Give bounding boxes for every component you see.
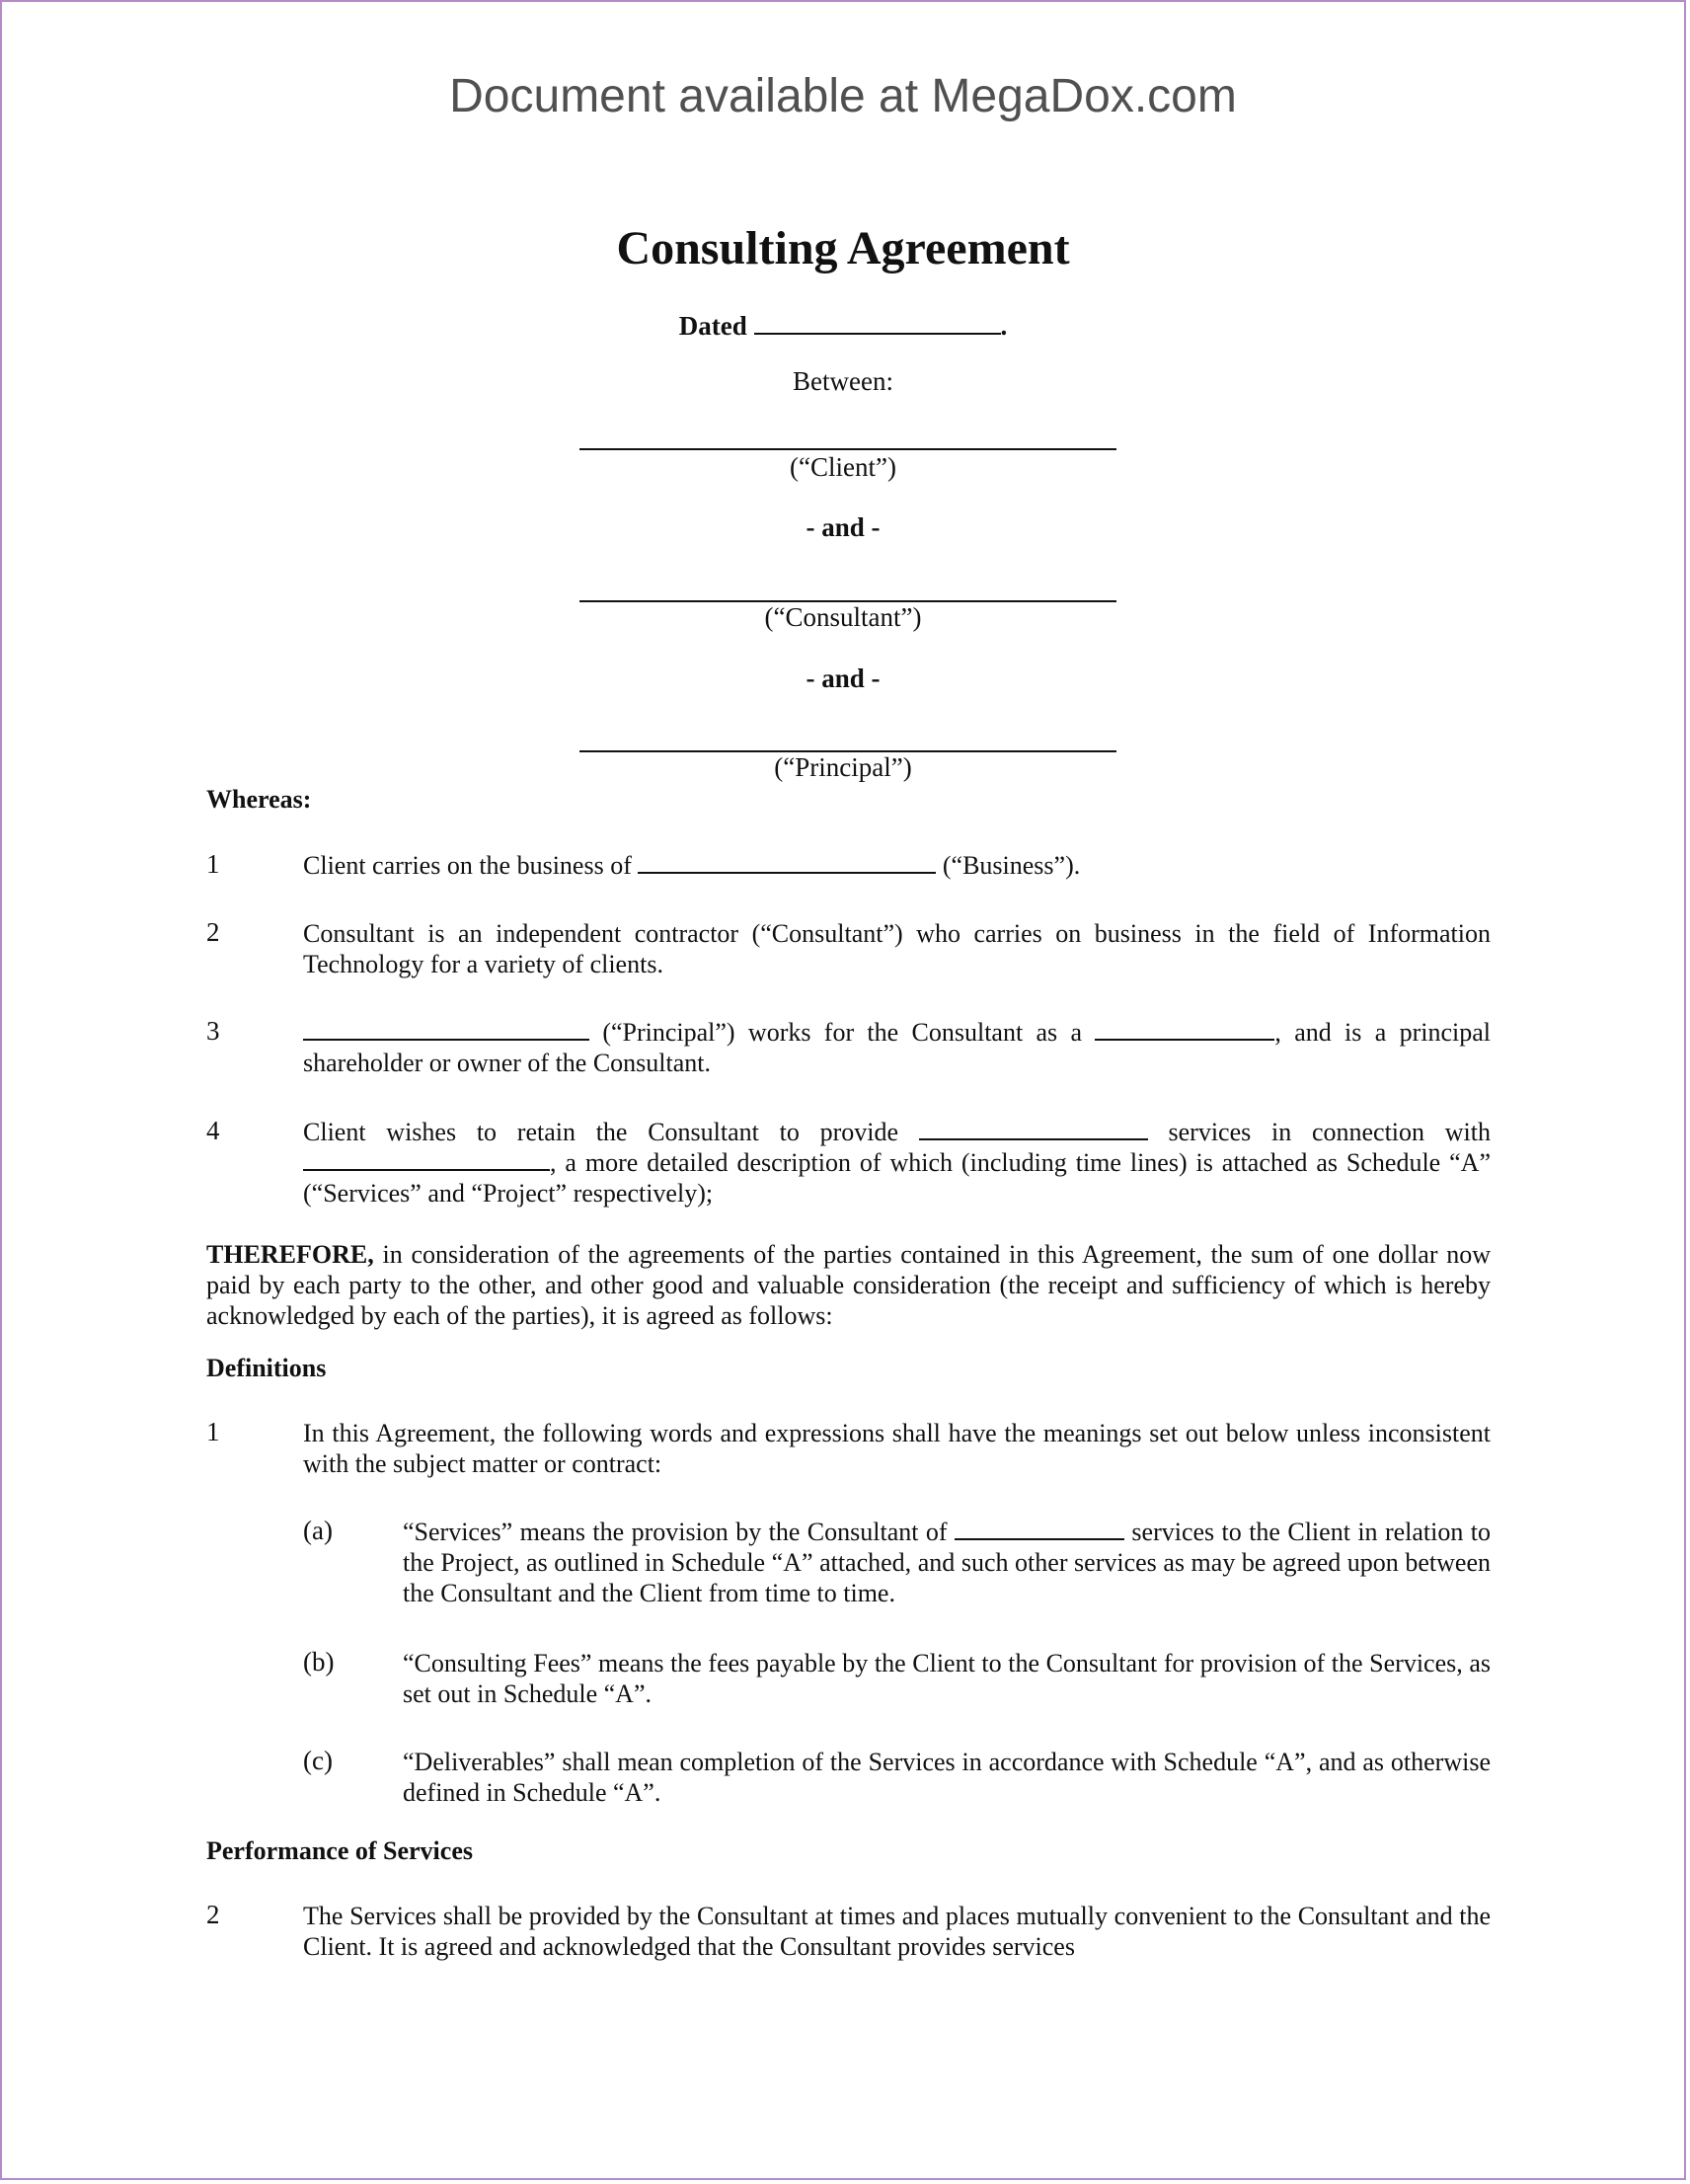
services-blank[interactable] (955, 1519, 1124, 1540)
between-label: Between: (793, 366, 893, 396)
subclause-label: (c) (303, 1746, 333, 1775)
clause-number: 2 (206, 1900, 220, 1929)
recital-number: 3 (206, 1016, 220, 1046)
recital-number: 2 (206, 917, 220, 947)
clause-number: 1 (206, 1417, 220, 1446)
definition-consulting-fees: “Consulting Fees” means the fees payable by the Client to the Consultant for provision of the Services, as set out in Schedule “A”. (403, 1649, 1491, 1708)
definition-services: “Services” means the provision by the Consultant of services to the Client in relation to the Project, as outlined in Schedule “A” attached, and such other services as may be agreed upon between the Consultant and the Client from time to time. (403, 1518, 1492, 1607)
and-separator: - and - (806, 663, 881, 693)
date-blank[interactable] (754, 311, 1001, 335)
client-name-line[interactable] (579, 448, 1116, 450)
consultant-label: (“Consultant”) (764, 602, 922, 632)
principal-blank[interactable] (303, 1019, 589, 1041)
definition-deliverables: “Deliverables” shall mean completion of the Services in accordance with Schedule “A”, and as otherwise defined in Schedule “A”. (403, 1748, 1491, 1807)
services-type-blank[interactable] (919, 1119, 1148, 1140)
subclause-label: (b) (303, 1647, 335, 1677)
definitions-heading: Definitions (206, 1354, 327, 1382)
recital-2: Consultant is an independent contractor (“Consultant”) who carries on business in the field of Information Technology for a variety of clients. (303, 919, 1491, 978)
document-title: Consulting Agreement (616, 222, 1070, 274)
recital-1: Client carries on the business of (“Business”). (303, 851, 1081, 880)
whereas-heading: Whereas: (206, 785, 312, 814)
recital-4: Client wishes to retain the Consultant to provide services in connection with , a more detailed description of which (including time lines) is attached as Schedule “A” (“Services” and “Project” respectively); (303, 1118, 1491, 1208)
performance-clause: The Services shall be provided by the Consultant at times and places mutually convenient to the Consultant and the Client. It is agreed and acknowledged that the Consultant provides services (303, 1902, 1491, 1961)
dated-line: Dated . (678, 311, 1008, 341)
business-blank[interactable] (638, 852, 936, 874)
recital-3: (“Principal”) works for the Consultant as a , and is a principal shareholder or owner of the Consultant. (303, 1018, 1491, 1077)
therefore-clause: THEREFORE, in consideration of the agreements of the parties contained in this Agreement, the sum of one dollar now paid by each party to the other, and other good and valuable consideration (the receipt and sufficiency of which is hereby acknowledged by each of the parties), it is agreed as follows: (206, 1240, 1492, 1330)
recital-number: 1 (206, 849, 220, 879)
principal-label: (“Principal”) (774, 752, 912, 782)
role-blank[interactable] (1095, 1019, 1274, 1041)
performance-heading: Performance of Services (206, 1836, 473, 1865)
and-separator: - and - (806, 512, 881, 542)
recital-number: 4 (206, 1116, 220, 1145)
client-label: (“Client”) (790, 452, 896, 482)
project-blank[interactable] (303, 1149, 550, 1171)
definitions-intro: In this Agreement, the following words and expressions shall have the meanings set out below unless inconsistent with the subject matter or contract: (303, 1419, 1491, 1478)
subclause-label: (a) (303, 1516, 333, 1545)
watermark-banner: Document available at MegaDox.com (449, 70, 1237, 122)
dated-label: Dated (678, 311, 747, 341)
